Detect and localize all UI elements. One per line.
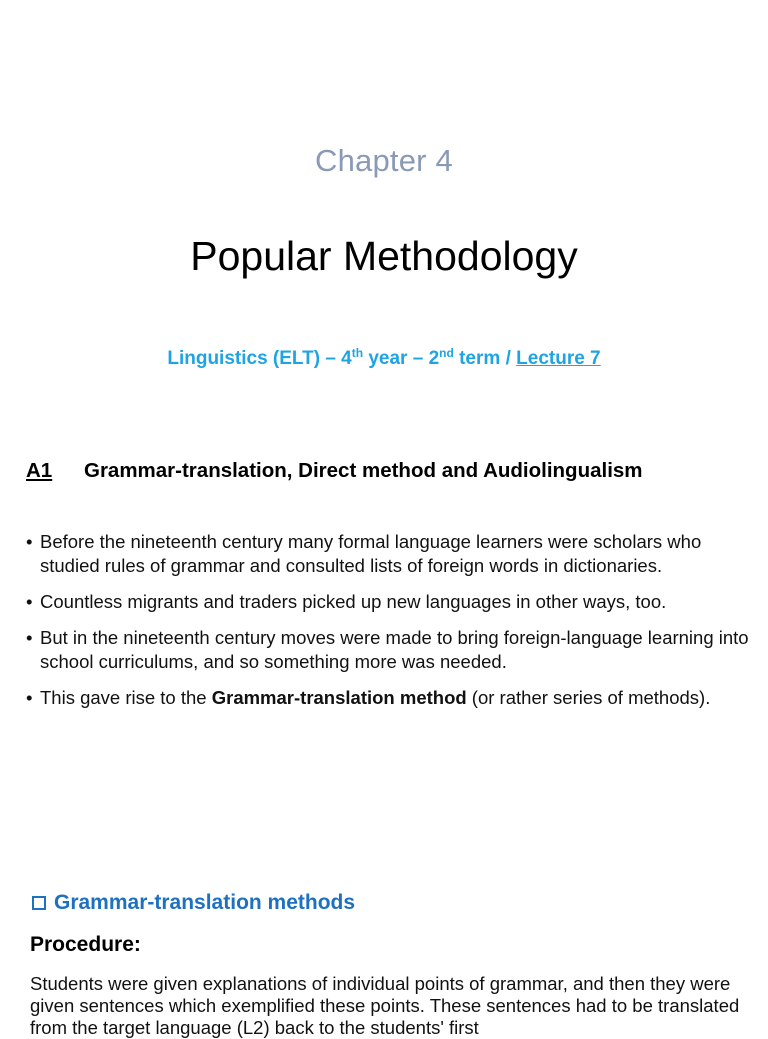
term-superscript: nd <box>439 346 454 360</box>
section-title: Grammar-translation, Direct method and Audiolingualism <box>84 459 643 482</box>
lecture-link[interactable]: Lecture 7 <box>516 348 601 369</box>
checkbox-bullet-icon <box>32 896 46 910</box>
section-heading <box>26 459 643 483</box>
bullet-icon: • <box>26 531 33 552</box>
subsection-heading <box>32 891 355 915</box>
chapter-heading: Chapter 4 <box>315 143 453 178</box>
list-item <box>26 626 756 674</box>
section-code: A1 <box>26 459 53 482</box>
bullet-text: But in the nineteenth century moves were made to bring foreign-language learning into school curriculums, and so something more was needed. <box>40 627 749 672</box>
subsection-title: Grammar-translation methods <box>54 891 356 914</box>
bullet-icon: • <box>26 591 33 612</box>
method-name: Grammar-translation method <box>211 687 467 708</box>
list-item <box>26 686 756 710</box>
list-item <box>26 590 756 614</box>
bullet-text: Before the nineteenth century many formal language learners were scholars who studied rules of grammar and consulted lists of foreign words in dictionaries. <box>40 531 702 576</box>
list-item <box>26 530 756 578</box>
page-title: Popular Methodology <box>190 233 578 279</box>
year-text: year – 2 <box>363 348 440 369</box>
procedure-paragraph: Students were given explanations of individual points of grammar, and then they were given sentences which exemplified these points. These sentences had to be translated from the target language (L2) back to the students' first <box>30 973 740 1038</box>
bullet-text-before: This gave rise to the <box>40 687 212 708</box>
bullet-list <box>26 530 756 722</box>
term-text: term / <box>453 348 517 369</box>
bullet-text: Countless migrants and traders picked up new languages in other ways, too. <box>40 591 667 612</box>
bullet-text-after: (or rather series of methods). <box>466 687 711 708</box>
bullet-icon: • <box>26 687 33 708</box>
procedure-label: Procedure: <box>30 933 141 956</box>
year-superscript: th <box>351 346 364 360</box>
bullet-text <box>40 686 756 710</box>
course-name: Linguistics (ELT) – 4 <box>167 348 352 369</box>
course-subtitle <box>0 346 768 370</box>
bullet-icon: • <box>26 627 33 648</box>
